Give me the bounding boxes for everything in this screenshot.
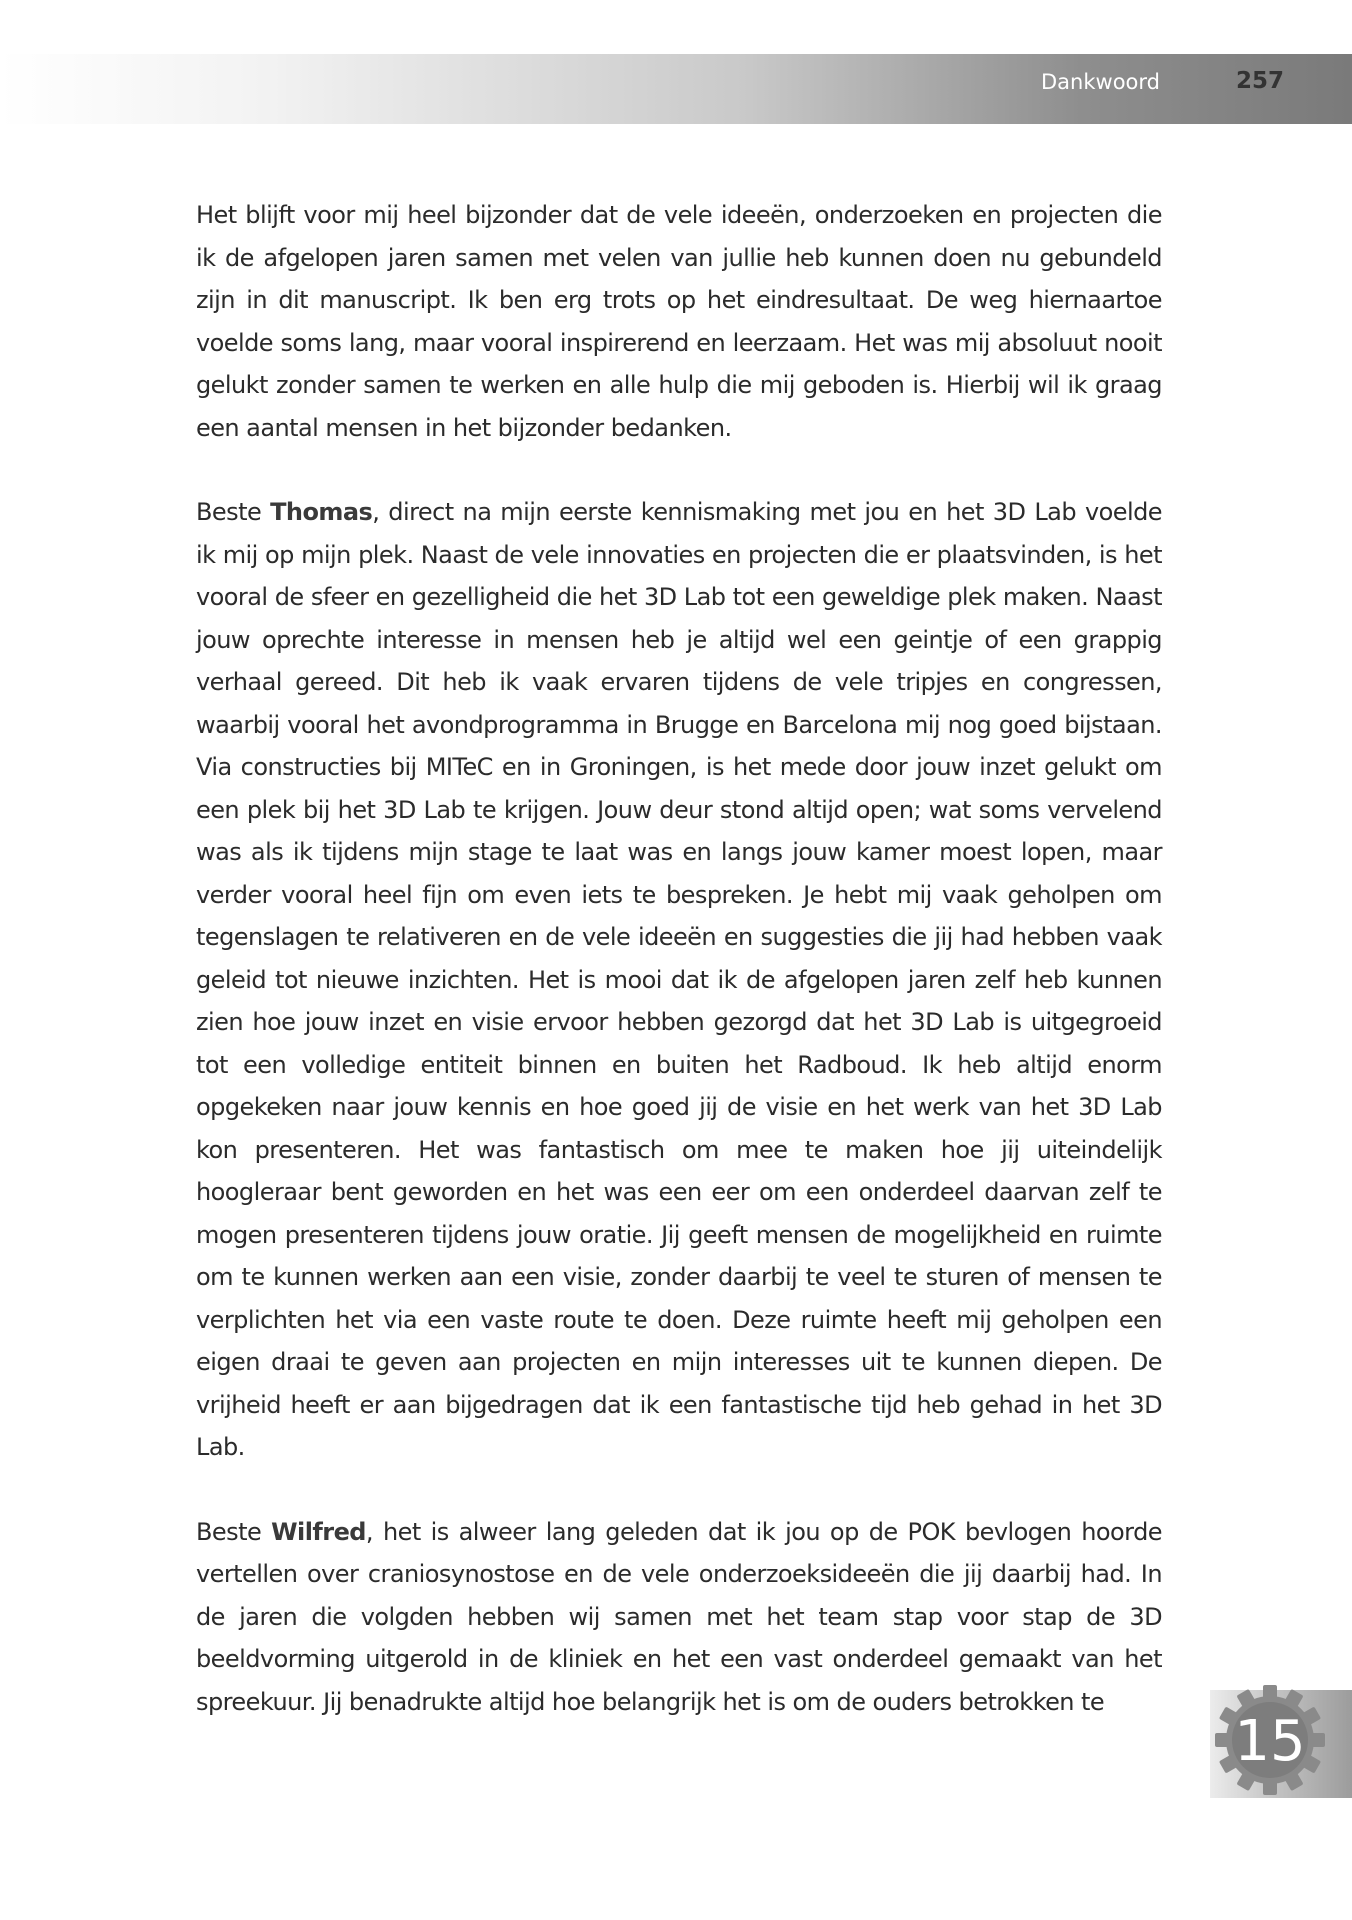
body-text: [196, 194, 1162, 1765]
paragraph-text: , direct na mijn eerste kennismaking met jou en het 3D Lab voelde ik mij op mijn plek. Naast de vele innovaties en projecten die er plaatsvinden, is het vooral de sfeer en gezelligheid die het 3D Lab tot een geweldige plek maken. Naast jouw oprechte interesse in mensen heb je altijd wel een geintje of een grappig verhaal gereed. Dit heb ik vaak ervaren tijdens de vele tripjes en congressen, waarbij vooral het avondprogramma in Brugge en Barcelona mij nog goed bijstaan. Via constructies bij MITeC en in Groningen, is het mede door jouw inzet gelukt om een plek bij het 3D Lab te krijgen. Jouw deur stond altijd open; wat soms vervelend was als ik tijdens mijn stage te laat was en langs jouw kamer moest lopen, maar verder vooral heel fijn om even iets te bespreken. Je hebt mij vaak geholpen om tegenslagen te relativeren en de vele ideeën en suggesties die jij had hebben vaak geleid tot nieuwe inzichten. Het is mooi dat ik de afgelopen jaren zelf heb kunnen zien hoe jouw inzet en visie ervoor hebben gezorgd dat het 3D Lab is uitgegroeid tot een volledige entiteit binnen en buiten het Radboud. Ik heb altijd enorm opgekeken naar jouw kennis en hoe goed jij de visie en het werk van het 3D Lab kon presenteren. Het was fantastisch om mee te maken hoe jij uiteindelijk hoogleraar bent geworden en het was een eer om een onderdeel daarvan zelf te mogen presenteren tijdens jouw oratie. Jij geeft mensen de mogelijkheid en ruimte om te kunnen werken aan een visie, zonder daarbij te veel te sturen of mensen te verplichten het via een vaste route te doen. Deze ruimte heeft mij geholpen een eigen draai te geven aan projecten en mijn interesses uit te kunnen diepen. De vrijheid heeft er aan bijgedragen dat ik een fantastische tijd heb gehad in het 3D Lab.: [196, 498, 1162, 1461]
page-number: 257: [1235, 68, 1284, 94]
paragraph-lead: Beste: [196, 1517, 272, 1546]
paragraph-text: , het is alweer lang geleden dat ik jou op de POK bevlogen hoorde vertellen over craniosynostose en de vele onderzoeksideeën die jij daarbij had. In de jaren die volgden hebben wij samen met het team stap voor stap de 3D beeldvorming uitgerold in de kliniek en het een vast onderdeel gemaakt van het spreekuur. Jij benadrukte altijd hoe belangrijk het is om de ouders betrokken te: [196, 1517, 1162, 1716]
running-header: [0, 54, 1352, 124]
paragraph-text: Het blijft voor mij heel bijzonder dat de vele ideeën, onderzoeken en projecten die ik de afgelopen jaren samen met velen van jullie heb kunnen doen nu gebundeld zijn in dit manuscript. Ik ben erg trots op het eindresultaat. De weg hiernaartoe voelde soms lang, maar vooral inspirerend en leerzaam. Het was mij absoluut nooit gelukt zonder samen te werken en alle hulp die mij geboden is. Hierbij wil ik graag een aantal mensen in het bijzonder bedanken.: [196, 201, 1162, 442]
running-title: Dankwoord: [1041, 70, 1160, 94]
person-name: Wilfred: [271, 1517, 366, 1546]
paragraph-intro: [196, 194, 1162, 449]
chapter-number: 15: [1234, 1709, 1306, 1774]
paragraph-wilfred: [196, 1511, 1162, 1724]
person-name: Thomas: [270, 498, 373, 526]
chapter-gear-icon: [1214, 1684, 1326, 1796]
paragraph-thomas: [196, 491, 1162, 1469]
paragraph-lead: Beste: [196, 498, 271, 526]
